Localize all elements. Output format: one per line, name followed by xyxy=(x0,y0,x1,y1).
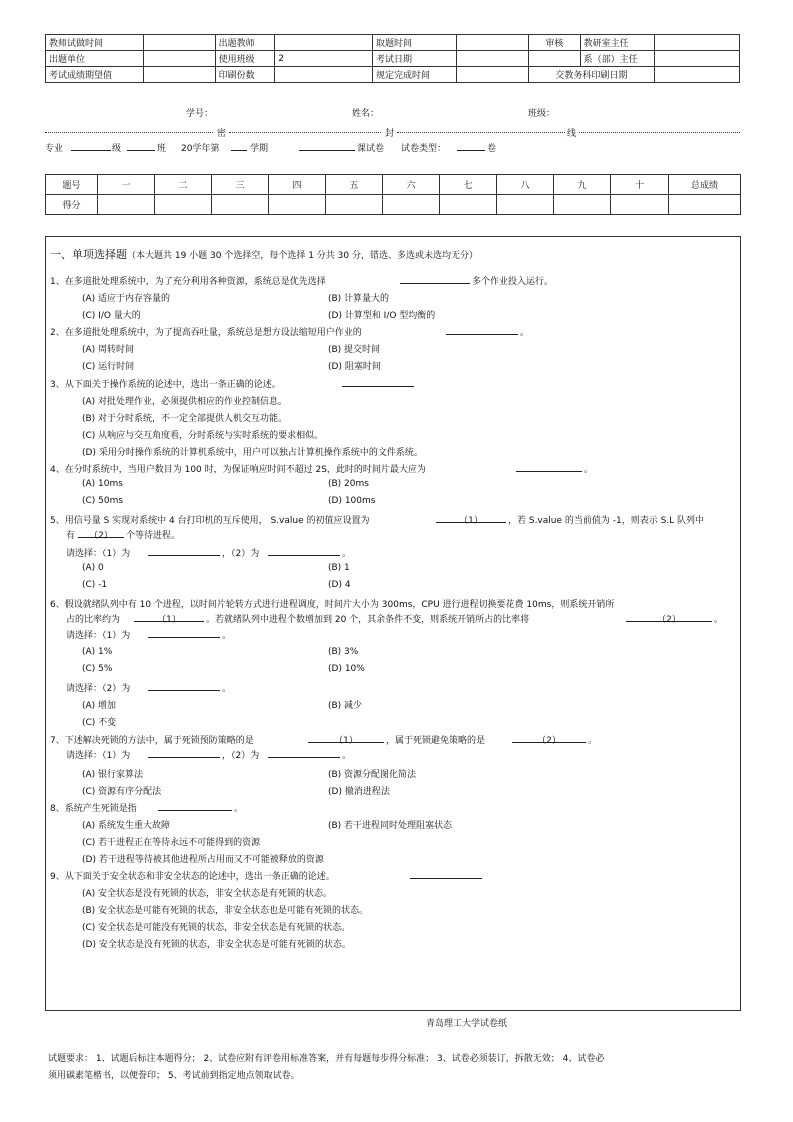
score-cell[interactable] xyxy=(440,195,497,215)
juan-label: 卷 xyxy=(487,144,497,154)
answer-blank[interactable] xyxy=(268,546,340,556)
score-cell[interactable] xyxy=(155,195,212,215)
score-cell[interactable] xyxy=(98,195,155,215)
answer-blank[interactable] xyxy=(268,748,340,758)
student-id-label: 学号： xyxy=(186,109,214,119)
section-title: 一、单项选择题 xyxy=(50,248,127,261)
option-d: (D) 4 xyxy=(328,580,351,590)
header-cell xyxy=(654,35,739,51)
score-header-cell: 五 xyxy=(326,175,383,195)
option-c: (C) 5% xyxy=(82,664,113,674)
answer-blank[interactable] xyxy=(148,681,220,691)
choose-end: 。 xyxy=(342,751,352,761)
choose-label: 请选择：（1）为 xyxy=(66,549,131,559)
option-c: (C) I/O 量大的 xyxy=(82,311,141,321)
option-b: (B) 若干进程同时处理阻塞状态 xyxy=(328,821,453,831)
university-name: 青岛理工大学试卷纸 xyxy=(426,1019,508,1029)
header-cell xyxy=(457,51,529,67)
option-a: (A) 1% xyxy=(82,647,113,657)
answer-blank[interactable] xyxy=(148,748,220,758)
question-6-stem-c: 占的比率约为 xyxy=(66,615,121,625)
question-5-stem-end: 个等待进程。 xyxy=(126,531,181,541)
grade-blank xyxy=(127,141,155,151)
header-cell: 教研室主任 xyxy=(580,35,654,51)
answer-blank[interactable] xyxy=(158,801,232,811)
question-7-stem-mid: ，属于死锁避免策略的是 xyxy=(386,736,486,746)
option-a: (A) 安全状态是没有死锁的状态，非安全状态是有死锁的状态。 xyxy=(82,889,333,899)
score-cell[interactable] xyxy=(212,195,269,215)
choose-label: 请选择：（2）为 xyxy=(66,684,131,694)
header-cell: 2 xyxy=(275,51,373,67)
option-c: (C) 从响应与交互角度看，分时系统与实时系统的要求相似。 xyxy=(82,431,324,441)
question-2-stem-end: 。 xyxy=(520,328,530,338)
choose-label: 请选择：（1）为 xyxy=(66,631,131,641)
class-label: 班级： xyxy=(528,109,556,119)
answer-blank[interactable]: （1） xyxy=(436,513,506,523)
question-3-stem: 3、从下面关于操作系统的论述中，选出一条正确的论述。 xyxy=(50,380,281,390)
question-1-stem-end: 多个作业投入运行。 xyxy=(472,277,554,287)
option-c: (C) 安全状态是可能没有死锁的状态，非安全状态是有死锁的状态。 xyxy=(82,923,351,933)
question-2-stem: 2、在多道批处理系统中，为了提高吞吐量，系统总是想方设法缩短用户作业的 xyxy=(50,328,362,338)
option-b: (B) 安全状态是可能有死锁的状态，非安全状态也是可能有死锁的状态。 xyxy=(82,906,369,916)
header-cell: 使用班级 xyxy=(215,51,275,67)
option-d: (D) 安全状态是没有死锁的状态，非安全状态是可能有死锁的状态。 xyxy=(82,940,351,950)
header-cell: 规定完成时间 xyxy=(372,67,456,83)
option-a: (A) 10ms xyxy=(82,479,123,489)
option-b: (B) 1 xyxy=(328,563,350,573)
question-8-stem-end: 。 xyxy=(234,804,244,814)
course-paper-label: 课试卷 xyxy=(357,144,385,154)
option-c: (C) 运行时间 xyxy=(82,362,135,372)
score-label: 得分 xyxy=(46,195,98,215)
header-cell xyxy=(529,51,580,67)
header-cell: 出题教师 xyxy=(215,35,275,51)
question-1-stem xyxy=(50,274,326,287)
section-note: （本大题共 19 小题 30 个选择空，每个选择 1 分共 30 分，错选、多选或未选均无分） xyxy=(127,251,478,261)
section-header xyxy=(50,246,478,262)
header-cell: 取题时间 xyxy=(372,35,456,51)
option-b: (B) 20ms xyxy=(328,479,369,489)
major-blank xyxy=(71,141,111,151)
question-6-stem-mid: 。若就绪队列中进程个数增加到 20 个，其余条件不变，则系统开销所占的比率将 xyxy=(206,615,530,625)
seal-xian: 线 xyxy=(567,129,577,139)
requirements-line-1: 试题要求： 1、试题后标注本题得分； 2、试卷应附有评卷用标准答案，并有每题每步得分标准； 3、试卷必须装订，拆散无效； 4、试卷必 xyxy=(48,1054,605,1064)
score-cell[interactable] xyxy=(383,195,440,215)
header-cell: 交教务科印刷日期 xyxy=(529,67,654,83)
score-header-cell: 十 xyxy=(611,175,669,195)
question-5-stem-c: 有 xyxy=(66,531,76,541)
header-cell xyxy=(275,35,373,51)
score-header-cell: 四 xyxy=(269,175,326,195)
score-header-cell: 一 xyxy=(98,175,155,195)
option-a: (A) 银行家算法 xyxy=(82,770,144,780)
score-header-cell: 七 xyxy=(440,175,497,195)
answer-blank[interactable] xyxy=(516,462,582,472)
score-header-cell: 总成绩 xyxy=(669,175,741,195)
requirements-line-2: 须用碳素笔楷书，以便誊印； 5、考试前到指定地点领取试卷。 xyxy=(48,1071,300,1081)
exam-info-line xyxy=(45,141,745,155)
option-b: (B) 3% xyxy=(328,647,359,657)
option-a: (A) 系统发生重大故障 xyxy=(82,821,171,831)
option-c: (C) 资源有序分配法 xyxy=(82,787,162,797)
option-d: (D) 采用分时操作系统的计算机系统中，用户可以独占计算机操作系统中的文件系统。 xyxy=(82,448,423,458)
option-a: (A) 适应于内存容量的 xyxy=(82,294,171,304)
header-cell xyxy=(654,67,739,83)
grade-label: 级 xyxy=(112,144,122,154)
name-label: 姓名： xyxy=(352,109,380,119)
answer-blank[interactable] xyxy=(446,325,518,335)
paper-type-blank xyxy=(457,141,485,151)
answer-blank[interactable]: （2） xyxy=(78,528,124,538)
score-header-cell: 三 xyxy=(212,175,269,195)
major-label: 专业 xyxy=(45,144,64,154)
header-cell: 审核 xyxy=(529,35,580,51)
choose-end: 。 xyxy=(342,549,352,559)
choose-label: 请选择：（1）为 xyxy=(66,751,131,761)
score-header-cell: 六 xyxy=(383,175,440,195)
option-b: (B) 资源分配图化简法 xyxy=(328,770,417,780)
questions-box xyxy=(45,236,741,1011)
class-unit-label: 班 xyxy=(157,144,167,154)
header-table xyxy=(45,34,740,83)
year-label: 20学年第 xyxy=(181,144,220,154)
answer-blank[interactable]: （2） xyxy=(512,733,586,743)
header-cell: 出题单位 xyxy=(46,51,144,67)
option-c: (C) -1 xyxy=(82,580,108,590)
answer-blank[interactable] xyxy=(410,869,482,879)
header-cell xyxy=(457,67,529,83)
option-a: (A) 对批处理作业，必须提供相应的作业控制信息。 xyxy=(82,397,288,407)
score-cell[interactable] xyxy=(269,195,326,215)
choose-end: 。 xyxy=(222,684,232,694)
option-c: (C) 不变 xyxy=(82,718,117,728)
header-row-1 xyxy=(46,35,740,51)
option-d: (D) 撤消进程法 xyxy=(328,787,390,797)
choose-label-2: ，（2）为 xyxy=(222,751,260,761)
question-5-stem-mid: ，若 S.value 的当前值为 -1，则表示 S.L 队列中 xyxy=(508,516,705,526)
answer-blank[interactable]: （2） xyxy=(626,612,712,622)
semester-label: 学期 xyxy=(250,144,269,154)
header-cell xyxy=(457,35,529,51)
score-header-cell: 题号 xyxy=(46,175,98,195)
answer-blank[interactable]: （1） xyxy=(308,733,384,743)
question-7-stem-end: 。 xyxy=(588,736,598,746)
answer-blank[interactable] xyxy=(400,274,470,284)
option-d: (D) 若干进程等待被其他进程所占用而又不可能被释放的资源 xyxy=(82,855,324,865)
semester-blank xyxy=(231,141,247,151)
seal-line xyxy=(45,126,740,138)
option-d: (D) 100ms xyxy=(328,496,376,506)
answer-blank[interactable] xyxy=(148,546,220,556)
score-cell[interactable] xyxy=(669,195,741,215)
header-cell xyxy=(275,67,373,83)
score-header-row xyxy=(46,175,741,195)
header-cell: 考试成绩期望值 xyxy=(46,67,144,83)
question-6-stem-end: 。 xyxy=(714,615,724,625)
question-6-stem: 6、假设就绪队列中有 10 个进程，以时间片轮转方式进行进程调度，时间片大小为 300ms，CPU 进行进程切换要花费 10ms，则系统开销所 xyxy=(50,600,615,610)
question-text: 1、在多道批处理系统中，为了充分利用各种资源，系统总是优先选择 xyxy=(50,277,326,287)
question-8-stem: 8、系统产生死锁是指 xyxy=(50,804,137,814)
choose-label-2: ，（2）为 xyxy=(222,549,260,559)
header-cell: 教师试做时间 xyxy=(46,35,144,51)
answer-blank[interactable]: （1） xyxy=(134,612,204,622)
score-cell[interactable] xyxy=(611,195,669,215)
header-cell: 系（部）主任 xyxy=(580,51,654,67)
question-4-stem: 4、在分时系统中，当用户数目为 100 时，为保证响应时间不超过 2S，此时的时间片最大应为 xyxy=(50,465,426,475)
score-cell[interactable] xyxy=(554,195,611,215)
score-row xyxy=(46,195,741,215)
paper-type-label: 试卷类型： xyxy=(401,144,447,154)
option-b: (B) 提交时间 xyxy=(328,345,381,355)
option-c: (C) 50ms xyxy=(82,496,124,506)
option-c: (C) 若干进程正在等待永远不可能得到的资源 xyxy=(82,838,261,848)
option-b: (B) 对于分时系统，不一定全部提供人机交互功能。 xyxy=(82,414,288,424)
header-cell xyxy=(143,35,215,51)
score-cell[interactable] xyxy=(497,195,554,215)
seal-feng: 封 xyxy=(385,129,395,139)
question-7-stem: 7、下述解决死锁的方法中，属于死锁预防策略的是 xyxy=(50,736,254,746)
option-a: (A) 周转时间 xyxy=(82,345,135,355)
option-a: (A) 增加 xyxy=(82,701,117,711)
question-9-stem: 9、从下面关于安全状态和非安全状态的论述中，选出一条正确的论述。 xyxy=(50,872,335,882)
score-cell[interactable] xyxy=(326,195,383,215)
option-d: (D) 计算型和 I/O 型均衡的 xyxy=(328,311,436,321)
seal-mi: 密 xyxy=(217,129,227,139)
header-cell xyxy=(143,67,215,83)
header-row-2 xyxy=(46,51,740,67)
score-table xyxy=(45,174,741,215)
option-b: (B) 减少 xyxy=(328,701,363,711)
score-header-cell: 九 xyxy=(554,175,611,195)
choose-end: 。 xyxy=(222,631,232,641)
score-header-cell: 八 xyxy=(497,175,554,195)
header-cell xyxy=(143,51,215,67)
answer-blank[interactable] xyxy=(148,628,220,638)
header-cell: 印刷份数 xyxy=(215,67,275,83)
option-d: (D) 阻塞时间 xyxy=(328,362,381,372)
question-4-stem-end: 。 xyxy=(584,465,594,475)
question-5-stem: 5、用信号量 S 实现对系统中 4 台打印机的互斥使用， S.value 的初值应设置为 xyxy=(50,516,370,526)
header-cell: 考试日期 xyxy=(372,51,456,67)
answer-blank[interactable] xyxy=(342,377,414,387)
header-cell xyxy=(654,51,739,67)
option-b: (B) 计算量大的 xyxy=(328,294,390,304)
score-header-cell: 二 xyxy=(155,175,212,195)
course-blank xyxy=(299,141,355,151)
header-row-3 xyxy=(46,67,740,83)
option-a: (A) 0 xyxy=(82,563,104,573)
option-d: (D) 10% xyxy=(328,664,365,674)
